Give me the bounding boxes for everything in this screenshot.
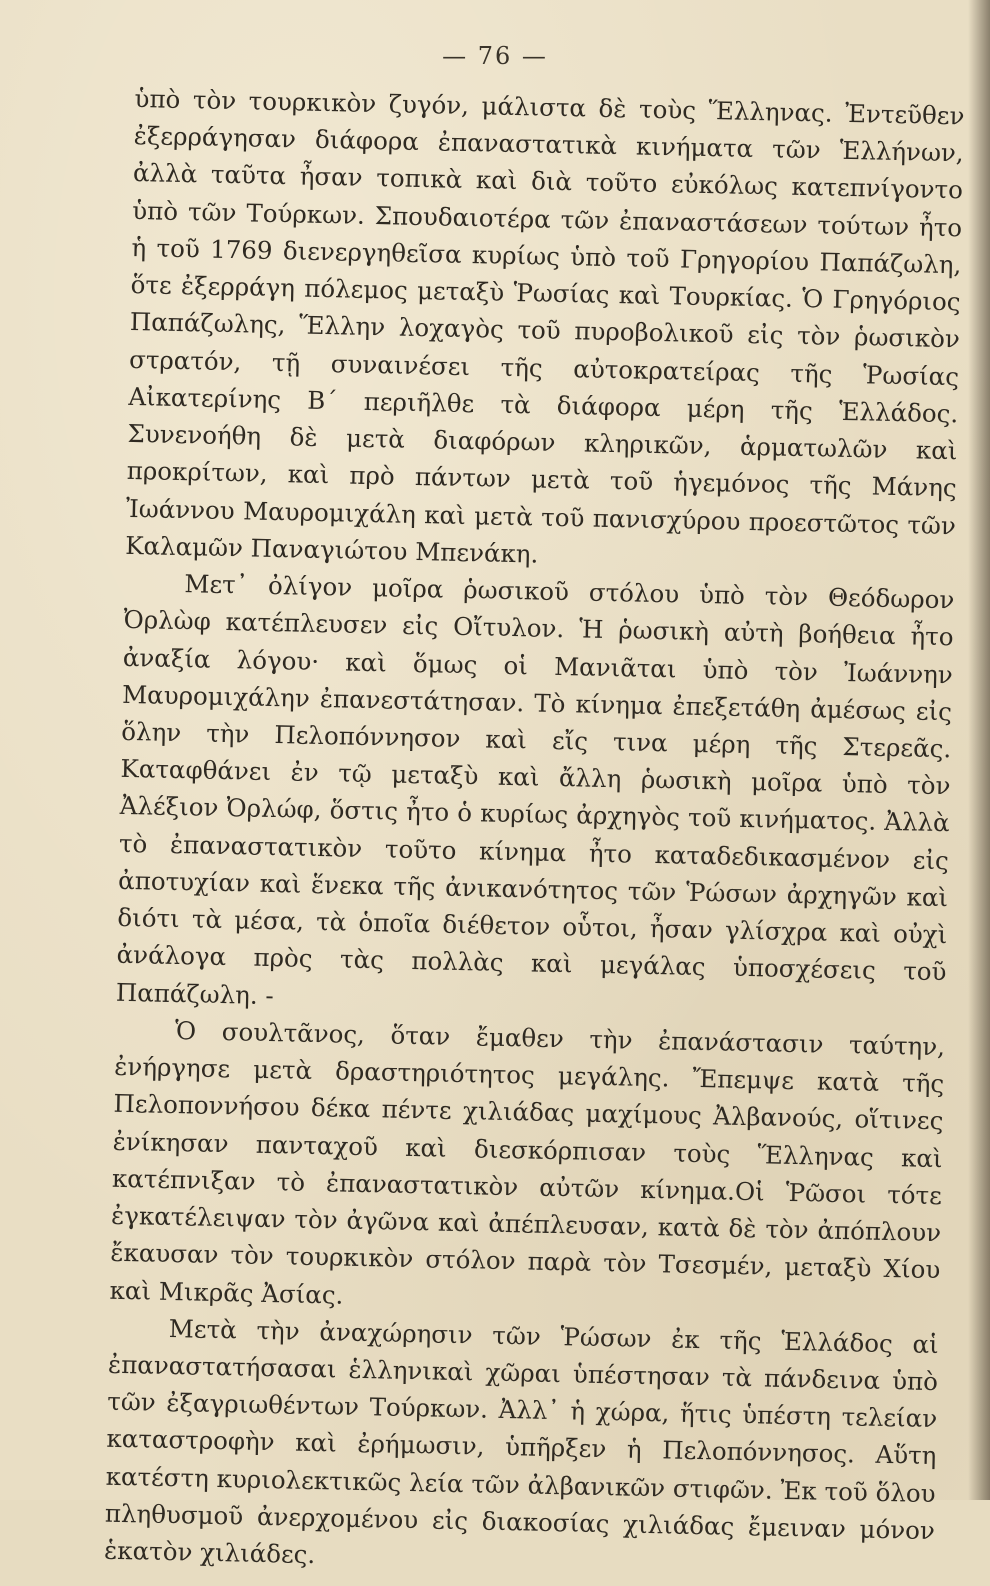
paragraph: Μετὰ τὴν ἀναχώρησιν τῶν Ῥώσων ἐκ τῆς Ἑλλάδος αἱ ἐπαναστατήσασαι ἑλληνικαὶ χῶραι ὑπέστησαν τὰ πάνδεινα ὑπὸ τῶν ἐξαγριωθέντων Τούρκων. Ἀλλ᾽ ἡ χώρα, ἥτις ὑπέστη τελείαν καταστροφὴν καὶ ἐρήμωσιν, ὑπῆρξεν ἡ Πελοπόννησος. Αὕτη κατέστη κυριολεκτικῶς λεία τῶν ἀλβανικῶν στιφῶν. Ἐκ τοῦ ὅλου πληθυσμοῦ ἀνερχομένου εἰς διακοσίας χιλιάδας ἔμειναν μόνον ἑκατὸν χιλιάδες. (103, 1313, 940, 1570)
paragraph: ὑπὸ τὸν τουρκικὸν ζυγόν, μάλιστα δὲ τοὺς Ἕλληνας. Ἐντεῦθεν ἐξερράγησαν διάφορα ἐπαναστατικὰ κινήματα τῶν Ἑλλήνων, ἀλλὰ ταῦτα ἦσαν τοπικὰ καὶ διὰ τοῦτο εὐκόλως κατεπνίγοντο ὑπὸ τῶν Τούρκων. Σπουδαιοτέρα τῶν ἐπαναστάσεων τούτων ἦτο ἡ τοῦ 1769 διενεργηθεῖσα κυρίως ὑπὸ τοῦ Γρηγορίου Παπάζωλη, ὅτε ἐξερράγη πόλεμος μεταξὺ Ῥωσίας καὶ Τουρκίας. Ὁ Γρηγόριος Παπάζωλης, Ἕλλην λοχαγὸς τοῦ πυροβολικοῦ εἰς τὸν ῥωσικὸν στρατόν, τῇ συναινέσει τῆς αὐτοκρατείρας τῆς Ῥωσίας Αἰκατερίνης Β΄ περιῆλθε τὰ διάφορα μέρη τῆς Ἑλλάδος. Συνενοήθη δὲ μετὰ διαφόρων κληρικῶν, ἁρματωλῶν καὶ προκρίτων, καὶ πρὸ πάντων μετὰ τοῦ ἡγεμόνος τῆς Μάνης Ἰωάννου Μαυρομιχάλη καὶ μετὰ τοῦ πανισχύρου προεστῶτος τῶν Καλαμῶν Παναγιώτου Μπενάκη. (124, 83, 965, 569)
paragraph: Ὁ σουλτᾶνος, ὅταν ἔμαθεν τὴν ἐπανάστασιν ταύτην, ἐνήργησε μετὰ δραστηριότητος μεγάλης. Ἔπεμψε κατὰ τῆς Πελοποννήσου δέκα πέντε χιλιάδας μαχίμους Ἀλβανούς, οἵτινες ἐνίκησαν πανταχοῦ καὶ διεσκόρπισαν τοὺς Ἕλληνας καὶ κατέπνιξαν τὸ ἐπαναστατικὸν αὐτῶν κίνημα.Οἱ Ῥῶσοι τότε ἐγκατέλειψαν τὸν ἀγῶνα καὶ ἀπέπλευσαν, κατὰ δὲ τὸν ἀπόπλουν ἔκαυσαν τὸν τουρκικὸν στόλον παρὰ τὸν Τσεσμέν, μεταξὺ Χίου καὶ Μικρᾶς Ἀσίας. (109, 1015, 946, 1310)
page-edge-shadow (968, 0, 990, 1500)
page-number: — 76 — (442, 42, 548, 70)
paragraph: Μετ᾽ ὀλίγον μοῖρα ῥωσικοῦ στόλου ὑπὸ τὸν Θεόδωρον Ὀρλὼφ κατέπλευσεν εἰς Οἴτυλον. Ἡ ῥωσικὴ αὐτὴ βοήθεια ἦτο ἀναξία λόγου· καὶ ὅμως οἱ Μανιᾶται ὑπὸ τὸν Ἰωάννην Μαυρομιχάλην ἐπανεστάτησαν. Τὸ κίνημα ἐπεξετάθη ἀμέσως εἰς ὅλην τὴν Πελοπόννησον καὶ εἴς τινα μέρη τῆς Στερεᾶς. Καταφθάνει ἐν τῷ μεταξὺ καὶ ἄλλη ῥωσικὴ μοῖρα ὑπὸ τὸν Ἀλέξιον Ὀρλώφ, ὅστις ἦτο ὁ κυρίως ἀρχηγὸς τοῦ κινήματος. Ἀλλὰ τὸ ἐπαναστατικὸν τοῦτο κίνημα ἦτο καταδεδικασμένον εἰς ἀποτυχίαν καὶ ἕνεκα τῆς ἀνικανότητος τῶν Ῥώσων ἀρχηγῶν καὶ διότι τὰ μέσα, τὰ ὁποῖα διέθετον οὗτοι, ἦσαν γλίσχρα καὶ οὐχὶ ἀνάλογα πρὸς τὰς πολλὰς καὶ μεγάλας ὑποσχέσεις τοῦ Παπάζωλη. - (115, 569, 955, 1010)
body-text (104, 80, 965, 1586)
